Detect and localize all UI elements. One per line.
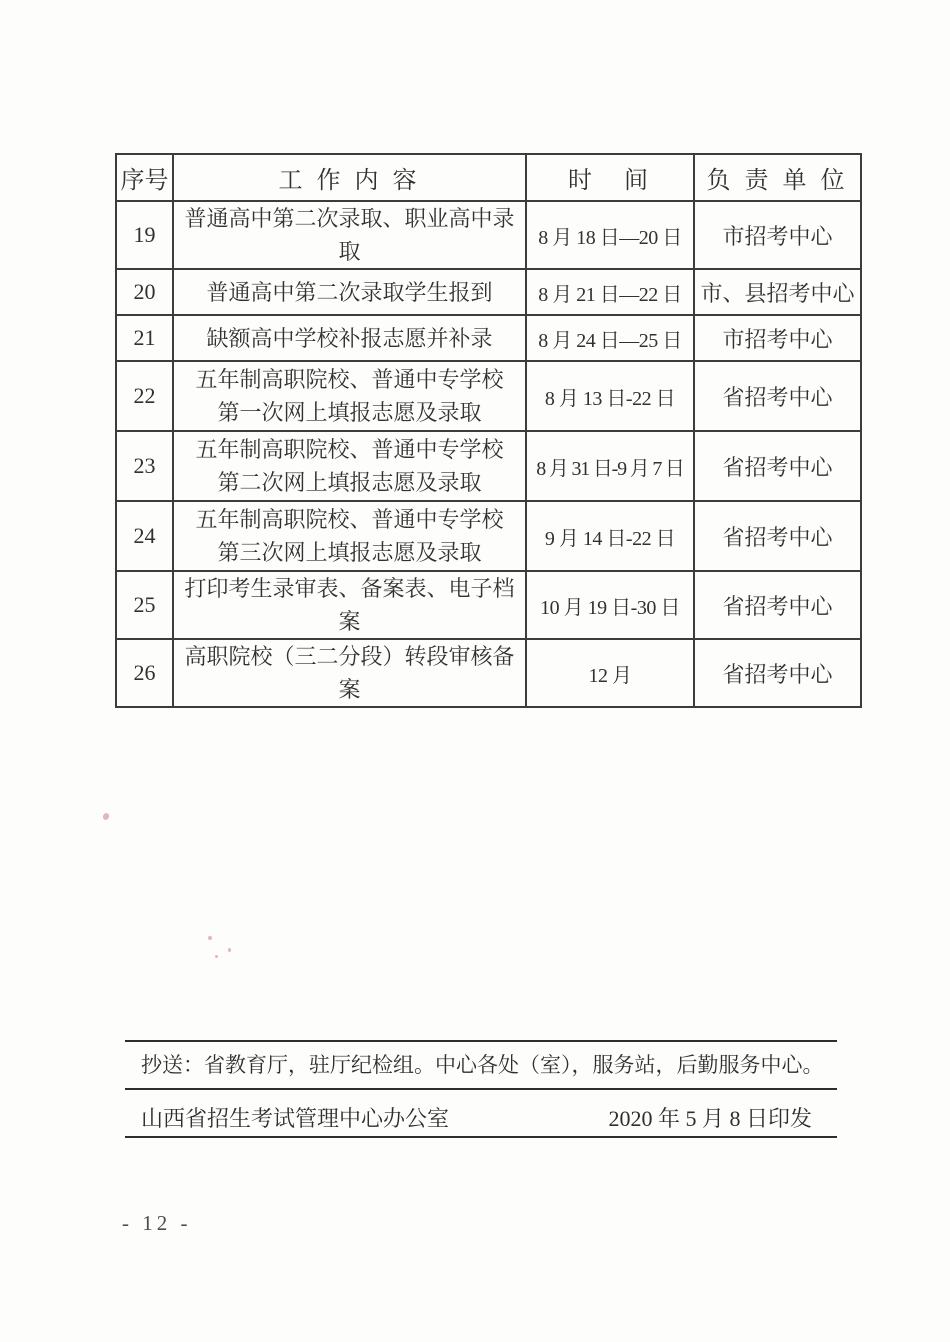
issuing-office: 山西省招生考试管理中心办公室 bbox=[141, 1106, 450, 1131]
content-line: 第三次网上填报志愿及录取 bbox=[217, 540, 482, 565]
cell-unit: 省招考中心 bbox=[694, 639, 861, 707]
cell-time: 9 月 14 日-22 日 bbox=[526, 501, 694, 571]
scan-speck bbox=[215, 955, 218, 958]
cell-no: 24 bbox=[116, 501, 173, 571]
cell-content bbox=[173, 431, 526, 501]
cell-unit: 省招考中心 bbox=[694, 431, 861, 501]
col-header-unit: 负 责 单 位 bbox=[694, 154, 861, 201]
scan-speck bbox=[102, 812, 110, 821]
cell-time: 8 月 31 日-9 月 7 日 bbox=[526, 431, 694, 501]
table-row bbox=[116, 201, 861, 269]
cell-unit: 市招考中心 bbox=[694, 201, 861, 269]
content-line: 五年制高职院校、普通中专学校 bbox=[195, 437, 504, 462]
cell-no: 19 bbox=[116, 201, 173, 269]
cell-content bbox=[173, 315, 526, 361]
cell-time: 10 月 19 日-30 日 bbox=[526, 571, 694, 639]
cell-no: 20 bbox=[116, 269, 173, 315]
cell-unit: 省招考中心 bbox=[694, 501, 861, 571]
content-line: 五年制高职院校、普通中专学校 bbox=[195, 367, 504, 392]
content-line: 五年制高职院校、普通中专学校 bbox=[195, 507, 504, 532]
print-date: 2020 年 5 月 8 日印发 bbox=[608, 1106, 812, 1131]
table-row bbox=[116, 361, 861, 431]
footer-middle-rule bbox=[125, 1088, 837, 1090]
cell-content bbox=[173, 501, 526, 571]
cell-no: 22 bbox=[116, 361, 173, 431]
content-line: 缺额高中学校补报志愿并补录 bbox=[206, 325, 493, 351]
col-header-no: 序号 bbox=[116, 154, 173, 201]
page-number: - 12 - bbox=[122, 1211, 192, 1235]
content-line: 第二次网上填报志愿及录取 bbox=[217, 470, 482, 495]
table-row bbox=[116, 431, 861, 501]
cell-no: 21 bbox=[116, 315, 173, 361]
table-row bbox=[116, 269, 861, 315]
scan-speck bbox=[228, 948, 231, 952]
cc-distribution-line: 抄送：省教育厅，驻厅纪检组。中心各处（室），服务站，后勤服务中心。 bbox=[141, 1053, 824, 1077]
cell-time: 8 月 21 日—22 日 bbox=[526, 269, 694, 315]
cell-time: 8 月 13 日-22 日 bbox=[526, 361, 694, 431]
schedule-table bbox=[115, 153, 862, 708]
table-row bbox=[116, 571, 861, 639]
table-row bbox=[116, 315, 861, 361]
cell-no: 23 bbox=[116, 431, 173, 501]
cell-no: 25 bbox=[116, 571, 173, 639]
footer-bottom-rule bbox=[125, 1136, 837, 1138]
cell-content bbox=[173, 269, 526, 315]
footer-top-rule bbox=[125, 1040, 837, 1042]
content-line: 打印考生录审表、备案表、电子档案 bbox=[184, 576, 515, 634]
cell-time: 8 月 18 日—20 日 bbox=[526, 201, 694, 269]
scan-speck bbox=[208, 936, 212, 940]
cell-unit: 市、县招考中心 bbox=[694, 269, 861, 315]
table-header-row bbox=[116, 154, 861, 201]
cell-unit: 省招考中心 bbox=[694, 571, 861, 639]
cell-content bbox=[173, 361, 526, 431]
cell-content bbox=[173, 571, 526, 639]
table-row bbox=[116, 501, 861, 571]
cell-content bbox=[173, 201, 526, 269]
content-line: 高职院校（三二分段）转段审核备案 bbox=[184, 644, 515, 702]
cell-time: 8 月 24 日—25 日 bbox=[526, 315, 694, 361]
cell-no: 26 bbox=[116, 639, 173, 707]
col-header-content: 工 作 内 容 bbox=[173, 154, 526, 201]
cell-time: 12 月 bbox=[526, 639, 694, 707]
col-header-time: 时 间 bbox=[526, 154, 694, 201]
cell-unit: 市招考中心 bbox=[694, 315, 861, 361]
content-line: 第一次网上填报志愿及录取 bbox=[217, 400, 482, 425]
table-row bbox=[116, 639, 861, 707]
content-line: 普通高中第二次录取、职业高中录取 bbox=[184, 206, 515, 264]
cell-content bbox=[173, 639, 526, 707]
content-line: 普通高中第二次录取学生报到 bbox=[206, 279, 493, 305]
cell-unit: 省招考中心 bbox=[694, 361, 861, 431]
